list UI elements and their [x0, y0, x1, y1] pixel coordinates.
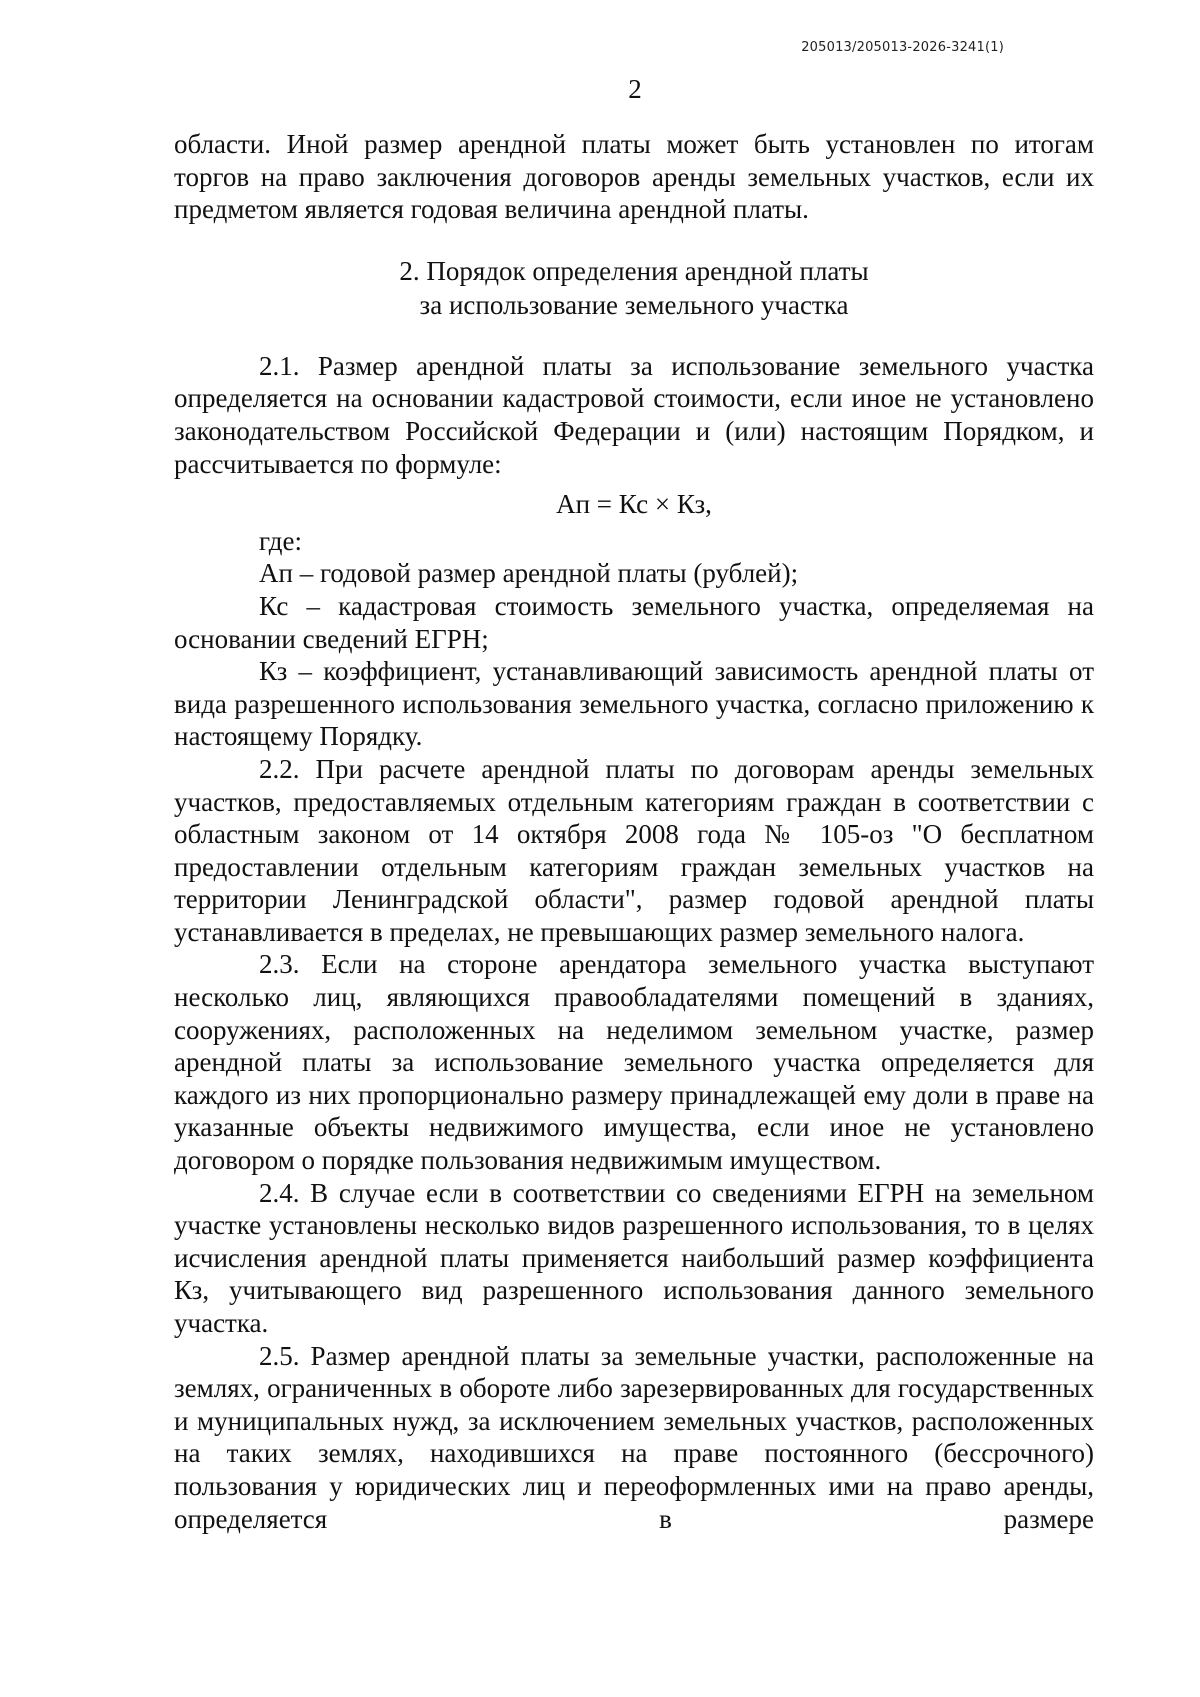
document-id: 205013/205013-2026-3241(1) — [801, 40, 1004, 55]
definition-kc: Кс – кадастровая стоимость земельного участка, определяемая на основании сведений ЕГРН; — [174, 590, 1094, 654]
paragraph-2-2: 2.2. При расчете арендной платы по договорам аренды земельных участков, предоставляемых отдельным категориям граждан в соответствии с областным законом от 14 октября 2008 года № 105-оз "О бесплатном предоставлении отдельным категориям граждан земельных участков на территории Ленинградской области", размер годовой арендной платы устанавливается в пределах, не превышающих размер земельного налога. — [174, 753, 1094, 947]
definition-kz: Кз – коэффициент, устанавливающий зависимость арендной платы от вида разрешенного использования земельного участка, согласно приложению к настоящему Порядку. — [174, 656, 1094, 752]
document-body — [174, 128, 1094, 1535]
section-heading — [174, 254, 1094, 322]
paragraph-2-3: 2.3. Если на стороне арендатора земельного участка выступают несколько лиц, являющихся правообладателями помещений в зданиях, сооружениях, расположенных на неделимом земельном участке, размер арендной платы за использование земельного участка определяется для каждого из них пропорционально размеру принадлежащей ему доли в праве на указанные объекты недвижимого имущества, если иное не установлено договором о порядке пользования недвижимым имуществом. — [174, 949, 1094, 1176]
paragraph-2-5: 2.5. Размер арендной платы за земельные участки, расположенные на землях, ограниченных в обороте либо зарезервированных для государственных и муниципальных нужд, за исключением земельных участков, расположенных на таких землях, находившихся на праве постоянного (бессрочного) пользования у юридических лиц и переоформленных ими на право аренды, определяется в размере — [174, 1340, 1094, 1534]
section-title-line-1: 2. Порядок определения арендной платы — [399, 255, 869, 286]
paragraph-2-4: 2.4. В случае если в соответствии со сведениями ЕГРН на земельном участке установлены несколько видов разрешенного использования, то в целях исчисления арендной платы применяется наибольший размер коэффициента Кз, учитывающего вид разрешенного использования данного земельного участка. — [174, 1177, 1094, 1338]
paragraph-2-1: 2.1. Размер арендной платы за использование земельного участка определяется на основании кадастровой стоимости, если иное не установлено законодательством Российской Федерации и (или) настоящим Порядком, и рассчитывается по формуле: — [174, 350, 1094, 479]
intro-paragraph: области. Иной размер арендной платы может быть установлен по итогам торгов на право заключения договоров аренды земельных участков, если их предметом является годовая величина арендной платы. — [174, 129, 1094, 225]
formula: Ап = Кс × Кз, — [556, 489, 712, 520]
section-title-line-2: за использование земельного участка — [419, 289, 849, 320]
page-number: 2 — [628, 74, 642, 104]
formula-where-label: где: — [259, 525, 302, 556]
definition-ap: Ап – годовой размер арендной платы (рублей); — [259, 558, 799, 589]
